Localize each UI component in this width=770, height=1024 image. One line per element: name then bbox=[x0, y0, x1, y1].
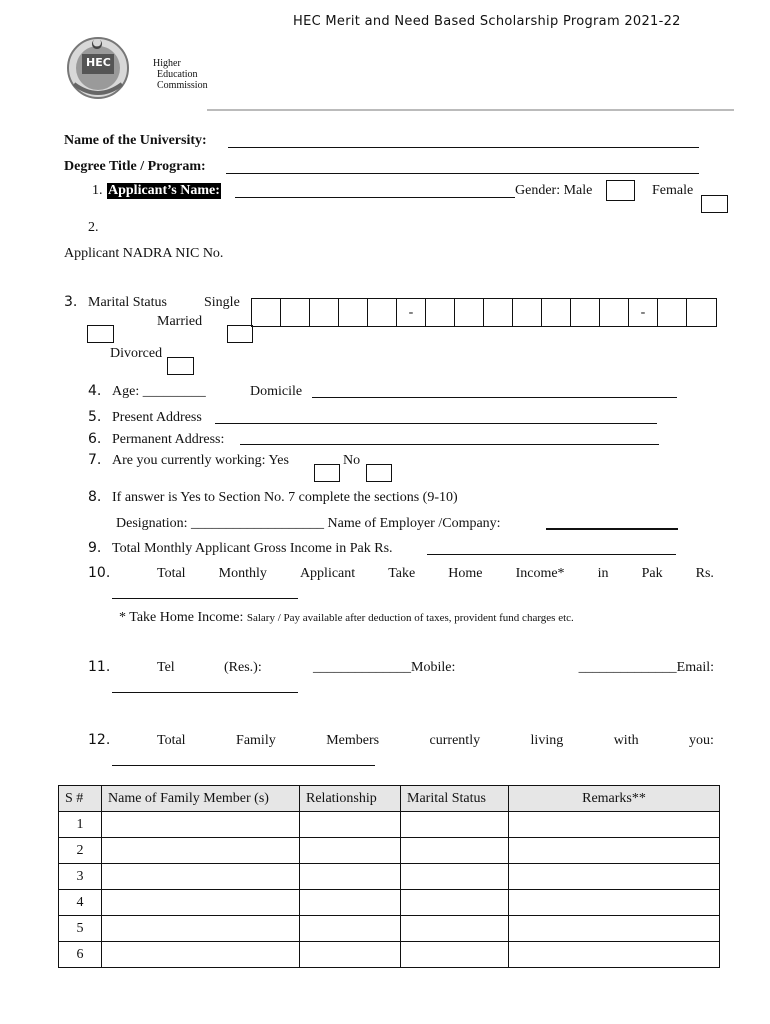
divorced-checkbox[interactable] bbox=[167, 357, 194, 375]
take-home-income-input[interactable] bbox=[112, 598, 298, 599]
table-row bbox=[59, 942, 720, 968]
cell-marital-status[interactable] bbox=[401, 838, 509, 864]
q9-text: Total Monthly Applicant Gross Income in Pak Rs. bbox=[112, 541, 393, 556]
working-yes-checkbox[interactable] bbox=[314, 464, 340, 482]
q5-number: 5. bbox=[88, 409, 102, 425]
present-address-label: Present Address bbox=[112, 410, 202, 425]
q8-text: If answer is Yes to Section No. 7 complete the sections (9-10) bbox=[112, 490, 458, 505]
table-row bbox=[59, 864, 720, 890]
cell-marital-status[interactable] bbox=[401, 812, 509, 838]
tel-label: Tel bbox=[157, 660, 175, 675]
working-label: Are you currently working: Yes bbox=[112, 453, 289, 468]
degree-input[interactable] bbox=[226, 173, 699, 174]
cnic-digit[interactable] bbox=[339, 299, 368, 326]
q2-number: 2. bbox=[88, 220, 99, 235]
note-lead: * Take Home Income: bbox=[119, 610, 244, 625]
cell-remarks[interactable] bbox=[509, 916, 720, 942]
row-number: 4 bbox=[59, 890, 102, 916]
note-rest: Salary / Pay available after deduction of taxes, provident fund charges etc. bbox=[246, 612, 574, 624]
cell-relationship[interactable] bbox=[300, 838, 401, 864]
female-label: Female bbox=[652, 183, 694, 198]
marital-status-label: Marital Status bbox=[88, 295, 167, 310]
header-divider bbox=[207, 109, 734, 111]
working-no-checkbox[interactable] bbox=[366, 464, 392, 482]
logo-text: HEC bbox=[86, 56, 111, 69]
cell-name[interactable] bbox=[102, 942, 300, 968]
cnic-digit[interactable] bbox=[687, 299, 716, 326]
q10-number: 10. bbox=[88, 565, 111, 581]
col-sno: S # bbox=[59, 786, 102, 812]
family-members-input[interactable] bbox=[112, 765, 375, 766]
cell-remarks[interactable] bbox=[509, 864, 720, 890]
employer-input[interactable] bbox=[546, 528, 678, 530]
org-name-line3: Commission bbox=[157, 80, 208, 91]
col-name: Name of Family Member (s) bbox=[102, 786, 300, 812]
tel-mobile-field[interactable]: ______________Mobile: bbox=[313, 660, 456, 675]
university-input[interactable] bbox=[228, 147, 699, 148]
cnic-digit[interactable] bbox=[542, 299, 571, 326]
cell-marital-status[interactable] bbox=[401, 864, 509, 890]
cell-marital-status[interactable] bbox=[401, 890, 509, 916]
degree-label: Degree Title / Program: bbox=[64, 159, 206, 174]
cell-relationship[interactable] bbox=[300, 812, 401, 838]
cell-relationship[interactable] bbox=[300, 864, 401, 890]
permanent-address-label: Permanent Address: bbox=[112, 432, 225, 447]
row-number: 5 bbox=[59, 916, 102, 942]
present-address-input[interactable] bbox=[215, 423, 657, 424]
cnic-digit[interactable] bbox=[600, 299, 629, 326]
applicant-name-label: Applicant’s Name: bbox=[108, 183, 220, 198]
email-input[interactable] bbox=[112, 692, 298, 693]
email-field[interactable]: ______________Email: bbox=[578, 660, 714, 675]
col-remarks: Remarks** bbox=[509, 786, 720, 812]
cnic-dash: - bbox=[397, 299, 426, 326]
org-name-line1: Higher bbox=[153, 58, 181, 69]
row-number: 1 bbox=[59, 812, 102, 838]
divorced-label: Divorced bbox=[110, 346, 163, 361]
cell-relationship[interactable] bbox=[300, 942, 401, 968]
gender-label: Gender: Male bbox=[515, 183, 593, 198]
document-title: HEC Merit and Need Based Scholarship Program 2021-22 bbox=[293, 14, 681, 29]
q6-number: 6. bbox=[88, 431, 102, 447]
cnic-digit[interactable] bbox=[513, 299, 542, 326]
cell-name[interactable] bbox=[102, 890, 300, 916]
table-row bbox=[59, 916, 720, 942]
cell-remarks[interactable] bbox=[509, 838, 720, 864]
university-label: Name of the University: bbox=[64, 133, 207, 148]
q3-number: 3. bbox=[64, 294, 78, 310]
cnic-digit[interactable] bbox=[252, 299, 281, 326]
cnic-digit[interactable] bbox=[426, 299, 455, 326]
cell-marital-status[interactable] bbox=[401, 942, 509, 968]
row-number: 2 bbox=[59, 838, 102, 864]
q8-number: 8. bbox=[88, 489, 102, 505]
cnic-digit[interactable] bbox=[281, 299, 310, 326]
col-marital-status: Marital Status bbox=[401, 786, 509, 812]
row-number: 3 bbox=[59, 864, 102, 890]
gender-male-checkbox[interactable] bbox=[606, 180, 635, 201]
domicile-label: Domicile bbox=[250, 384, 303, 399]
row-number: 6 bbox=[59, 942, 102, 968]
married-label: Married bbox=[157, 314, 203, 329]
designation-employer-field[interactable]: Designation: ___________________ Name of Employer /Company: bbox=[116, 516, 501, 531]
cell-name[interactable] bbox=[102, 838, 300, 864]
q7-number: 7. bbox=[88, 452, 102, 468]
q9-number: 9. bbox=[88, 540, 102, 556]
cell-remarks[interactable] bbox=[509, 812, 720, 838]
cnic-digit[interactable] bbox=[310, 299, 339, 326]
q11-number: 11. bbox=[88, 659, 111, 675]
res-label: (Res.): bbox=[224, 660, 262, 675]
take-home-note bbox=[119, 610, 574, 626]
cell-name[interactable] bbox=[102, 916, 300, 942]
gender-female-checkbox[interactable] bbox=[701, 195, 728, 213]
cell-remarks[interactable] bbox=[509, 942, 720, 968]
cell-relationship[interactable] bbox=[300, 916, 401, 942]
cell-relationship[interactable] bbox=[300, 890, 401, 916]
cell-name[interactable] bbox=[102, 812, 300, 838]
cnic-digit[interactable] bbox=[455, 299, 484, 326]
gross-income-input[interactable] bbox=[427, 554, 676, 555]
single-checkbox[interactable] bbox=[87, 325, 114, 343]
cnic-digit[interactable] bbox=[484, 299, 513, 326]
col-relationship: Relationship bbox=[300, 786, 401, 812]
cnic-digit[interactable] bbox=[571, 299, 600, 326]
age-field[interactable]: Age: _________ bbox=[112, 384, 206, 399]
q10-text: Total Monthly Applicant Take Home Income* in Pak Rs. bbox=[157, 566, 714, 581]
table-row bbox=[59, 838, 720, 864]
table-header-row bbox=[59, 786, 720, 812]
cnic-dash: - bbox=[629, 299, 658, 326]
permanent-address-input[interactable] bbox=[240, 444, 659, 445]
cnic-input-boxes[interactable] bbox=[251, 298, 717, 327]
q4-number: 4. bbox=[88, 383, 102, 399]
cell-name[interactable] bbox=[102, 864, 300, 890]
applicant-name-input[interactable] bbox=[235, 197, 515, 198]
table-row bbox=[59, 890, 720, 916]
nic-label: Applicant NADRA NIC No. bbox=[64, 246, 224, 261]
org-name-line2: Education bbox=[157, 69, 198, 80]
single-label: Single bbox=[204, 295, 240, 310]
cnic-digit[interactable] bbox=[368, 299, 397, 326]
hec-logo bbox=[64, 32, 132, 102]
domicile-input[interactable] bbox=[312, 397, 677, 398]
q12-text: Total Family Members currently living with you: bbox=[157, 733, 714, 748]
cnic-digit[interactable] bbox=[658, 299, 687, 326]
q12-number: 12. bbox=[88, 732, 111, 748]
no-label: No bbox=[343, 453, 361, 468]
q1-number: 1. bbox=[92, 183, 103, 198]
cell-remarks[interactable] bbox=[509, 890, 720, 916]
table-row bbox=[59, 812, 720, 838]
family-members-table bbox=[58, 785, 720, 968]
cell-marital-status[interactable] bbox=[401, 916, 509, 942]
married-checkbox[interactable] bbox=[227, 325, 253, 343]
